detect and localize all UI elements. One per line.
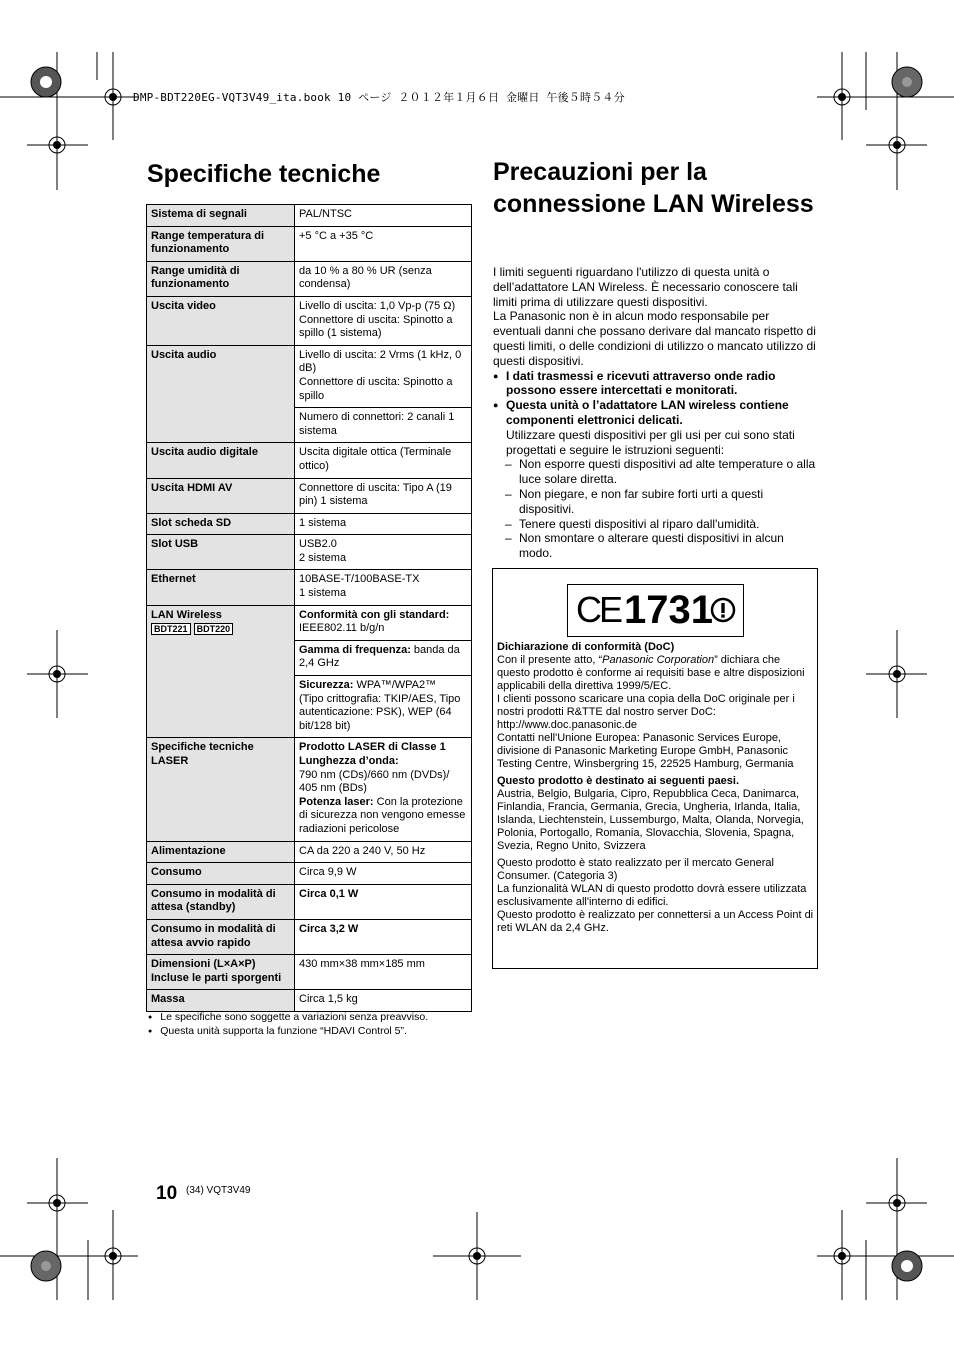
spec-value	[295, 443, 472, 478]
spec-line: 1 sistema	[299, 587, 347, 600]
spec-sub-value: IEEE802.11 b/g/n	[299, 622, 385, 635]
spec-key: Consumo in modalità di attesa (standby)	[147, 884, 295, 919]
spec-sub-value: banda da 2,4 GHz	[299, 643, 460, 670]
spec-key: Dimensioni (L×A×P) Incluse le parti sporgenti	[147, 955, 295, 990]
spec-line: 2 sistema	[299, 551, 347, 564]
spec-key	[147, 605, 295, 738]
spec-key: Uscita audio	[147, 345, 295, 443]
spec-value: Numero di connettori: 2 canali 1 sistema	[295, 408, 472, 443]
spec-key: Massa	[147, 990, 295, 1012]
doc-countries: Austria, Belgio, Bulgaria, Cipro, Repubblica Ceca, Danimarca, Finlandia, Francia, Germania, Grecia, Ungheria, Irlanda, Italia, Islanda, Liechtenstein, Lussemburgo, Malta, Olanda, Norvegia, Polonia, Portogallo, Romania, Slovacchia, Slovenia, Spagna, Svezia, Regno Unito, Svizzera	[497, 788, 804, 852]
doc-paragraph: Contatti nell'Unione Europea: Panasonic Services Europe, divisione di Panasonic Marketing Europe GmbH, Panasonic Testing Centre, Winsbergring 15, 22525 Hamburg, Germania	[497, 732, 794, 770]
spec-value	[295, 570, 472, 605]
intro-paragraph: La Panasonic non è in alcun modo responsabile per eventuali danni che possano derivare dal mancato rispetto di questi limiti, o delle condizioni di utilizzo o mancato utilizzo di questi dispositivi.	[493, 309, 816, 368]
spec-value	[295, 841, 472, 863]
spec-sub-label: Sicurezza:	[299, 679, 354, 692]
bullet-detail: Utilizzare questi dispositivi per gli usi per cui sono stati progettati e seguire le istruzioni seguenti:	[506, 427, 795, 457]
spec-row	[147, 296, 472, 345]
spec-key: Alimentazione	[147, 841, 295, 863]
spec-line: Uscita digitale ottica (Terminale ottico)	[299, 446, 452, 472]
alert-icon	[710, 597, 736, 623]
spec-sub-value: Prodotto LASER di Classe 1	[299, 741, 446, 754]
spec-row	[147, 863, 472, 885]
dash-item: – Non smontare o alterare questi dispositivi in alcun modo.	[493, 531, 819, 561]
spec-row	[147, 919, 472, 954]
spec-line: Circa 9,9 W	[299, 866, 357, 879]
spec-sub-label: Conformità con gli standard:	[299, 608, 450, 621]
spec-sub-value: Potenza laser:	[299, 795, 374, 808]
spec-key: Uscita video	[147, 296, 295, 345]
spec-sub-value: Con la protezione di sicurezza non vengono emesse radiazioni pericolose	[299, 795, 466, 835]
dash-item: – Non piegare, e non far subire forti urti a questi dispositivi.	[493, 487, 819, 517]
spec-value	[295, 478, 472, 513]
spec-key: Range temperatura di funzionamento	[147, 226, 295, 261]
spec-value	[295, 261, 472, 296]
spec-sub-value: WPA™/WPA2™	[353, 679, 437, 692]
spec-value	[295, 738, 472, 841]
spec-line: Circa 0,1 W	[299, 887, 359, 900]
spec-row	[147, 990, 472, 1012]
bullet-item: ● Questa unità o l’adattatore LAN wireless contiene componenti elettronici delicati.	[493, 398, 819, 428]
spec-value	[295, 296, 472, 345]
dash-item: – Non esporre questi dispositivi ad alte temperature o alla luce solare diretta.	[493, 457, 819, 487]
file-header-line: DMP-BDT220EG-VQT3V49_ita.book 10 ページ ２０１２年１月６日 金曜日 午後５時５４分	[133, 91, 625, 104]
doc-url: http://www.doc.panasonic.de	[497, 719, 638, 731]
spec-line: 430 mm×38 mm×185 mm	[299, 958, 425, 971]
model-tag: BDT221	[151, 623, 191, 635]
note-item: ● Questa unità supporta la funzione “HDAVI Control 5”.	[146, 1025, 428, 1039]
specs-table	[146, 204, 472, 1012]
spec-row	[147, 205, 472, 227]
doc-paragraph	[497, 654, 815, 693]
specs-notes	[146, 1011, 428, 1039]
spec-value	[295, 884, 472, 919]
spec-value	[295, 863, 472, 885]
spec-row	[147, 535, 472, 570]
spec-key: Slot USB	[147, 535, 295, 570]
spec-key: Ethernet	[147, 570, 295, 605]
doc-company: Panasonic Corporation	[602, 654, 715, 666]
note-item: ● Le specifiche sono soggette a variazioni senza preavviso.	[146, 1011, 428, 1025]
spec-value	[295, 955, 472, 990]
spec-value	[295, 605, 472, 640]
doc-title: Dichiarazione di conformità (DoC)	[497, 641, 675, 653]
page-number: 10	[156, 1183, 178, 1204]
spec-key: Uscita HDMI AV	[147, 478, 295, 513]
spec-row	[147, 513, 472, 535]
spec-line: CA da 220 a 240 V, 50 Hz	[299, 844, 426, 857]
spec-key: Consumo	[147, 863, 295, 885]
spec-line: Circa 3,2 W	[299, 922, 359, 935]
spec-row	[147, 738, 472, 841]
doc-text-part: Con il presente atto, “	[497, 654, 603, 666]
spec-line: PAL/NTSC	[299, 208, 352, 220]
spec-row	[147, 226, 472, 261]
spec-line: 10BASE-T/100BASE-TX	[299, 573, 420, 586]
spec-value	[295, 226, 472, 261]
lan-title: Precauzioni per la connessione LAN Wireless	[493, 158, 814, 218]
spec-key: Uscita audio digitale	[147, 443, 295, 478]
spec-line: Connettore di uscita: Tipo A (19 pin) 1 sistema	[299, 481, 452, 508]
spec-line: Connettore di uscita: Spinotto a spillo	[299, 375, 453, 402]
spec-line: Livello di uscita: 2 Vrms (1 kHz, 0 dB)	[299, 348, 462, 375]
spec-value	[295, 535, 472, 570]
spec-key: Slot scheda SD	[147, 513, 295, 535]
spec-row	[147, 605, 472, 640]
spec-line: Livello di uscita: 1,0 Vp-p (75 Ω) Connettore di uscita: Spinotto a spillo (1 sistema)	[299, 299, 456, 340]
spec-sub-value: 790 nm (CDs)/660 nm (DVDs)/ 405 nm (BDs)	[299, 768, 450, 795]
spec-row	[147, 570, 472, 605]
spec-row	[147, 261, 472, 296]
spec-line: Circa 1,5 kg	[299, 993, 358, 1006]
spec-key: Consumo in modalità di attesa avvio rapido	[147, 919, 295, 954]
spec-value	[295, 676, 472, 738]
spec-value	[295, 919, 472, 954]
spec-value	[295, 205, 472, 227]
spec-key: Range umidità di funzionamento	[147, 261, 295, 296]
page-code: (34) VQT3V49	[186, 1185, 251, 1196]
dash-item: – Tenere questi dispositivi al riparo dall'umidità.	[493, 517, 819, 532]
spec-row	[147, 884, 472, 919]
doc-paragraph: La funzionalità WLAN di questo prodotto dovrà essere utilizzata esclusivamente all'interno di edifici.	[497, 883, 807, 908]
doc-countries-title: Questo prodotto è destinato ai seguenti paesi.	[497, 775, 740, 787]
ce-mark-box	[567, 584, 744, 637]
spec-row	[147, 841, 472, 863]
model-tag: BDT220	[194, 623, 234, 635]
intro-paragraph: I limiti seguenti riguardano l'utilizzo di questa unità o dell’adattatore LAN Wireless. È necessario conoscere tali limiti prima di utilizzare questi dispositivi.	[493, 265, 798, 309]
spec-key: Specifiche tecniche LASER	[147, 738, 295, 841]
spec-sub-label: Gamma di frequenza:	[299, 643, 411, 656]
doc-text-part: ” dichiara che questo prodotto è conforme ai requisiti base e altre disposizioni applicabili della direttiva 1999/5/EC.	[497, 654, 805, 692]
spec-value	[295, 990, 472, 1012]
doc-text	[497, 641, 815, 935]
spec-row	[147, 478, 472, 513]
spec-value	[295, 513, 472, 535]
spec-row	[147, 443, 472, 478]
lan-precautions-text	[493, 265, 819, 561]
doc-paragraph: Questo prodotto è stato realizzato per il mercato General Consumer. (Categoria 3)	[497, 857, 774, 882]
ce-number: 1731	[624, 588, 713, 632]
spec-line: +5 °C a +35 °C	[299, 229, 374, 242]
doc-box	[492, 568, 818, 969]
ce-logo: CE	[576, 589, 621, 630]
specs-title: Specifiche tecniche	[147, 160, 381, 188]
spec-sub-value: (Tipo crittografia: TKIP/AES, Tipo autenticazione: PSK), WEP (64 bit/128 bit)	[299, 692, 461, 732]
doc-paragraph: Questo prodotto è realizzato per connettersi a un Access Point di reti WLAN da 2,4 GHz.	[497, 909, 814, 934]
spec-line: USB2.0	[299, 538, 337, 551]
spec-key-label: LAN Wireless	[151, 608, 222, 621]
spec-value	[295, 640, 472, 675]
spec-row	[147, 345, 472, 407]
spec-line: da 10 % a 80 % UR (senza condensa)	[299, 264, 432, 291]
doc-paragraph: I clienti possono scaricare una copia della DoC originale per i nostri prodotti R&TTE dal nostro server DoC:	[497, 693, 795, 718]
spec-sub-value: Lunghezza d’onda:	[299, 755, 399, 767]
bullet-item: ● I dati trasmessi e ricevuti attraverso onde radio possono essere intercettati e monitorati.	[493, 369, 819, 399]
spec-key: Sistema di segnali	[147, 205, 295, 227]
spec-value	[295, 345, 472, 407]
spec-line: 1 sistema	[299, 516, 347, 529]
spec-row	[147, 955, 472, 990]
